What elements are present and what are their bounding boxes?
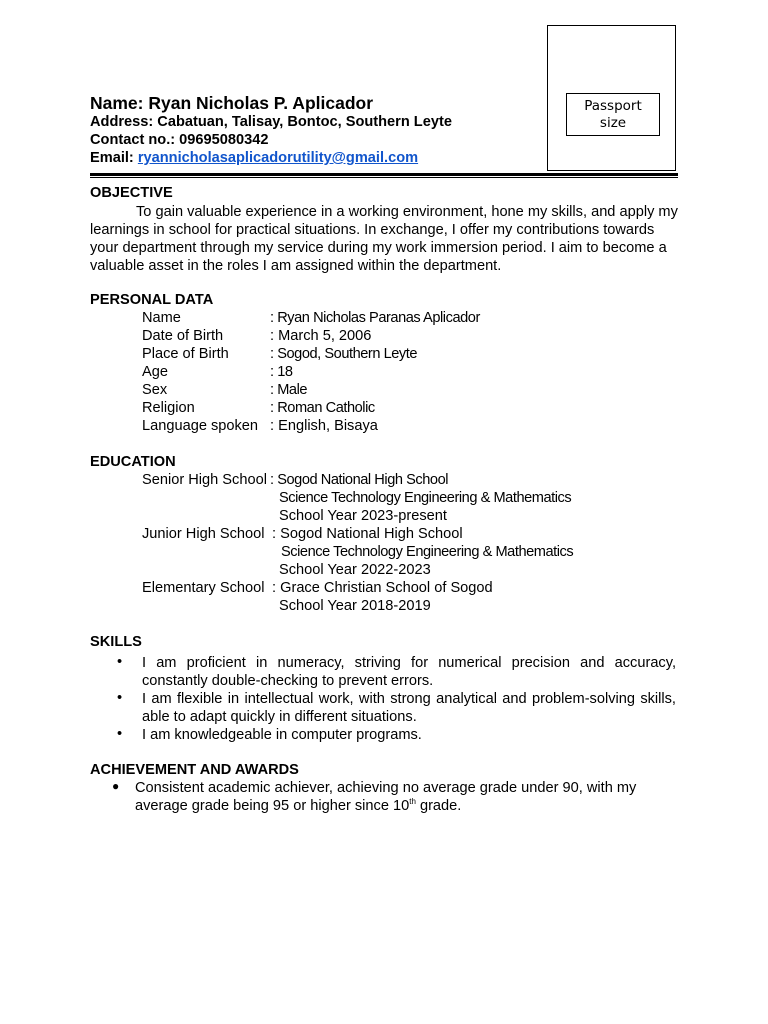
skill-item-3: I am knowledgeable in computer programs. xyxy=(142,727,422,743)
achievements-heading: ACHIEVEMENT AND AWARDS xyxy=(90,762,299,778)
pd-value-language: : English, Bisaya xyxy=(270,418,378,434)
education-heading: EDUCATION xyxy=(90,454,176,470)
edu-senior-strand: Science Technology Engineering & Mathematics xyxy=(279,490,572,506)
pd-value-pob: : Sogod, Southern Leyte xyxy=(270,346,418,362)
email-line xyxy=(90,150,418,166)
pd-label-language: Language spoken xyxy=(142,418,259,434)
edu-junior-year: School Year 2022-2023 xyxy=(279,562,431,578)
photo-placeholder xyxy=(547,25,676,171)
pd-value-dob: : March 5, 2006 xyxy=(270,328,372,344)
header-divider xyxy=(90,173,678,176)
edu-junior-strand: Science Technology Engineering & Mathematics xyxy=(281,544,574,560)
pd-label-pob: Place of Birth xyxy=(142,346,229,362)
achievement-text-end: grade. xyxy=(415,798,462,814)
personal-data-heading: PERSONAL DATA xyxy=(90,292,214,308)
pd-value-sex: : Male xyxy=(270,382,308,398)
email-label: Email: xyxy=(90,150,138,166)
edu-senior-year: School Year 2023-present xyxy=(279,508,447,524)
edu-elementary-year: School Year 2018-2019 xyxy=(279,598,431,614)
skill-item-1: I am proficient in numeracy, striving for numerical precision and accuracy, constantly double-checking to prevent errors. xyxy=(142,655,676,689)
passport-size-label-box xyxy=(566,93,660,136)
passport-label: Passport xyxy=(584,97,642,114)
pd-value-name: : Ryan Nicholas Paranas Aplicador xyxy=(270,310,480,326)
pd-value-age: : 18 xyxy=(270,364,293,380)
skill-bullet-1: • xyxy=(117,654,123,670)
header-divider-thin xyxy=(90,177,678,178)
edu-label-elementary: Elementary School xyxy=(142,580,265,596)
email-link[interactable]: ryannicholasaplicadorutility@gmail.com xyxy=(137,150,419,166)
achievement-item xyxy=(135,779,675,815)
skills-heading: SKILLS xyxy=(90,634,142,650)
achievement-text: Consistent academic achiever, achieving no average grade under 90, with my average grade being 95 or higher since 10 xyxy=(135,780,637,814)
skill-bullet-2: • xyxy=(117,690,123,706)
pd-label-religion: Religion xyxy=(142,400,195,416)
pd-label-sex: Sex xyxy=(142,382,168,398)
objective-text xyxy=(90,203,678,275)
achievement-bullet: ● xyxy=(112,779,120,793)
applicant-name: Name: Ryan Nicholas P. Aplicador xyxy=(90,93,374,113)
pd-label-age: Age xyxy=(142,364,168,380)
objective-heading: OBJECTIVE xyxy=(90,185,173,201)
edu-label-senior: Senior High School xyxy=(142,472,267,488)
address-line: Address: Cabatuan, Talisay, Bontoc, Southern Leyte xyxy=(90,114,452,130)
edu-label-junior: Junior High School xyxy=(142,526,265,542)
skill-bullet-3: • xyxy=(117,726,123,742)
edu-junior-school: : Sogod National High School xyxy=(272,526,463,542)
objective-paragraph: To gain valuable experience in a working environment, hone my skills, and apply my learnings in school for practical situations. In exchange, I offer my contributions towards your department through my service during my work immersion period. I aim to become a valuable asset in the roles I am assigned within the department. xyxy=(90,204,678,274)
size-label: size xyxy=(599,114,627,131)
skill-item-2: I am flexible in intellectual work, with strong analytical and problem-solving skills, able to adapt quickly in different situations. xyxy=(142,691,676,725)
achievement-superscript: th xyxy=(409,797,416,807)
edu-senior-school: : Sogod National High School xyxy=(270,472,449,488)
contact-line: Contact no.: 09695080342 xyxy=(90,132,269,148)
pd-value-religion: : Roman Catholic xyxy=(270,400,375,416)
pd-label-name: Name xyxy=(142,310,181,326)
edu-elementary-school: : Grace Christian School of Sogod xyxy=(272,580,493,596)
pd-label-dob: Date of Birth xyxy=(142,328,224,344)
